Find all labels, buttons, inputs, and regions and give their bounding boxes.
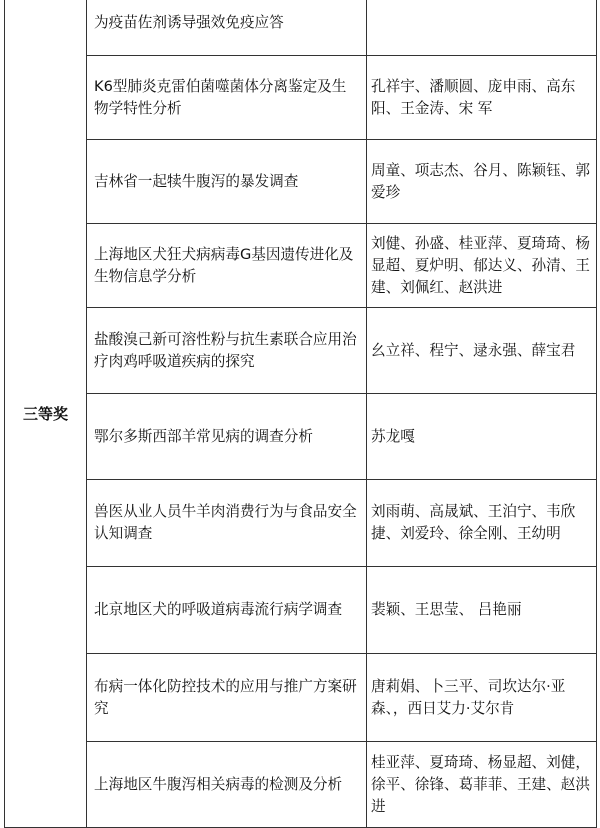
project-title: 北京地区犬的呼吸道病毒流行病学调查: [94, 601, 343, 618]
project-authors: 周童、项志杰、谷月、陈颖钰、郭爱珍: [371, 161, 590, 201]
project-title-cell: [87, 224, 367, 308]
authors-cell: [367, 308, 597, 394]
project-title-cell: [87, 56, 367, 140]
authors-cell: [367, 567, 597, 654]
table-row: [5, 224, 597, 308]
table-row: [5, 742, 597, 828]
project-title: 上海地区犬狂犬病病毒G基因遗传进化及生物信息学分析: [94, 245, 354, 285]
project-authors: 裴颖、王思莹、 吕艳丽: [371, 601, 522, 618]
table-row: [5, 0, 597, 56]
authors-cell: [367, 654, 597, 742]
project-authors: 刘雨萌、高晟斌、王泊宁、韦欣捷、刘爱玲、徐全刚、王幼明: [371, 503, 576, 542]
project-title-cell: [87, 742, 367, 828]
project-authors: 孔祥宇、潘顺圆、庞申雨、高东阳、王金涛、宋 军: [371, 77, 576, 117]
project-authors: 桂亚萍、夏琦琦、杨显超、刘健，徐平、徐锋、葛菲菲、王建、赵洪进: [371, 753, 590, 815]
award-category: 三等奖: [22, 405, 68, 423]
award-category-cell: [5, 0, 87, 828]
table-row: [5, 140, 597, 224]
authors-cell: [367, 140, 597, 224]
project-title-cell: [87, 0, 367, 56]
project-title: 兽医从业人员牛羊肉消费行为与食品安全认知调查: [94, 503, 357, 542]
project-authors: 唐莉娟、卜三平、司坎达尔·亚森、，西日艾力·艾尔肯: [371, 677, 566, 717]
table-row: [5, 308, 597, 394]
project-title-cell: [87, 567, 367, 654]
project-title-cell: [87, 480, 367, 567]
authors-cell: [367, 394, 597, 480]
project-authors: 刘健、孙盛、桂亚萍、夏琦琦、杨显超、夏炉明、郁达义、孙清、王建、刘佩红、赵洪进: [371, 234, 590, 296]
project-title: K6型肺炎克雷伯菌噬菌体分离鉴定及生物学特性分析: [94, 77, 347, 117]
authors-cell: [367, 224, 597, 308]
project-authors: 幺立祥、程宁、逯永强、薛宝君: [371, 341, 576, 359]
project-title: 鄂尔多斯西部羊常见病的调查分析: [94, 427, 313, 445]
table-row: [5, 654, 597, 742]
project-title: 上海地区牛腹泻相关病毒的检测及分析: [94, 775, 343, 793]
project-title: 盐酸溴己新可溶性粉与抗生素联合应用治疗肉鸡呼吸道疾病的探究: [94, 330, 357, 370]
table-row: [5, 480, 597, 567]
project-authors: 苏龙嘎: [371, 427, 415, 445]
authors-cell: [367, 0, 597, 56]
project-title-cell: [87, 308, 367, 394]
project-title: 布病一体化防控技术的应用与推广方案研究: [94, 677, 357, 717]
project-title-cell: [87, 140, 367, 224]
table-row: [5, 56, 597, 140]
table-row: [5, 394, 597, 480]
authors-cell: [367, 742, 597, 828]
table-row: [5, 567, 597, 654]
project-title: 为疫苗佐剂诱导强效免疫应答: [94, 13, 284, 31]
award-table: [4, 0, 597, 828]
authors-cell: [367, 56, 597, 140]
project-title-cell: [87, 654, 367, 742]
authors-cell: [367, 480, 597, 567]
project-title-cell: [87, 394, 367, 480]
project-title: 吉林省一起犊牛腹泻的暴发调查: [94, 172, 299, 190]
